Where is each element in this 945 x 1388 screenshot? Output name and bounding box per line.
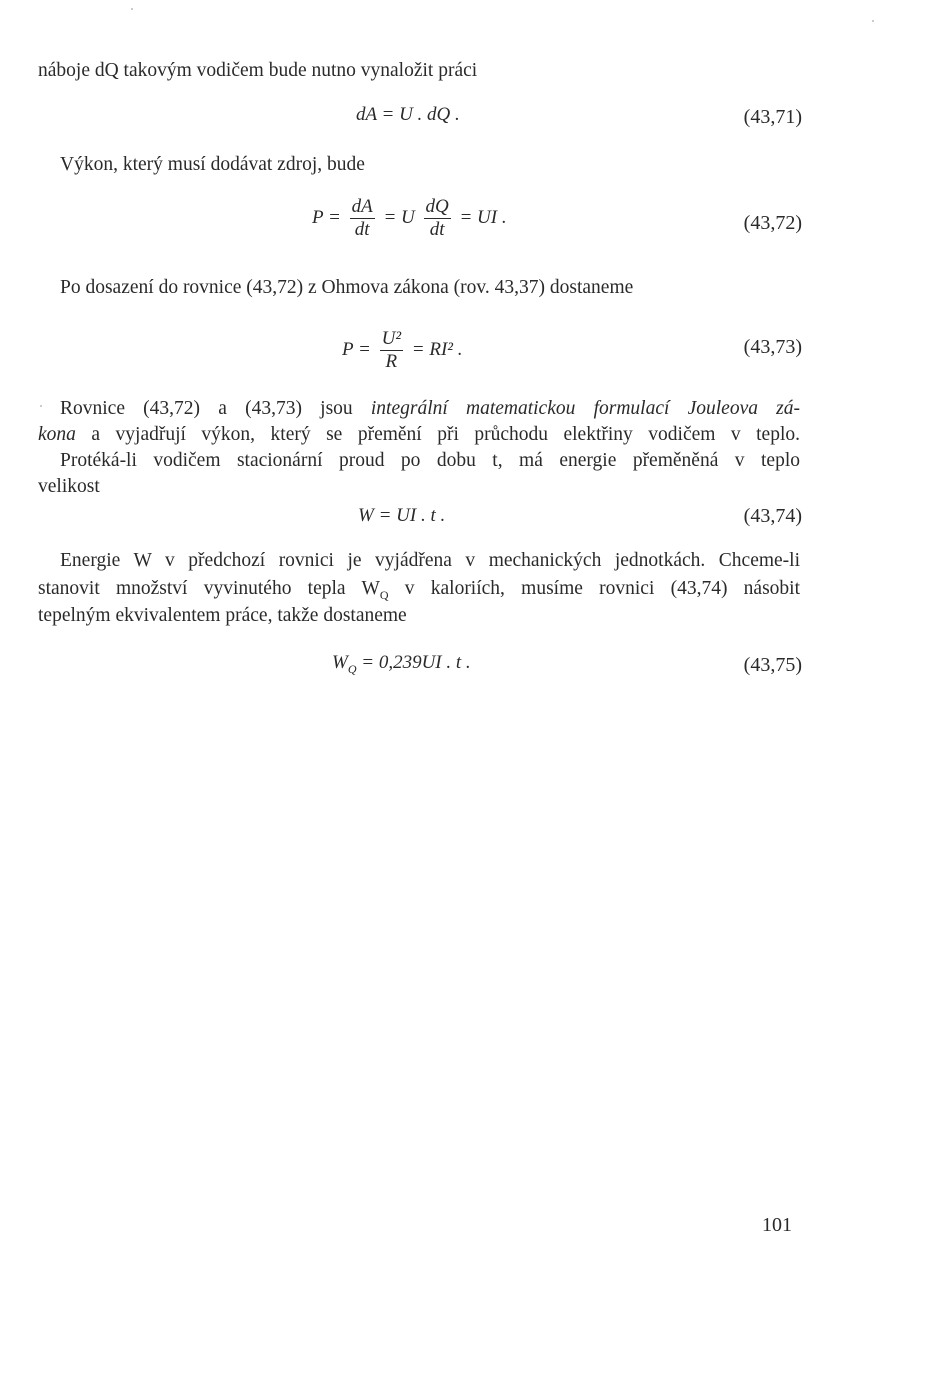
eq73-lhs: P = <box>342 338 371 360</box>
text-line-4 <box>60 396 800 422</box>
eq73-numerator: U² <box>381 328 402 349</box>
text-line-10: tepelným ekvivalentem práce, takže dostaneme <box>38 605 407 626</box>
scan-speck <box>40 405 42 407</box>
eq72-middle: = U <box>383 206 415 228</box>
text-line-9-start: stanovit množství vyvinutého tepla W <box>38 578 380 599</box>
text-line-3: Po dosazení do rovnice (43,72) z Ohmova zákona (rov. 43,37) dostaneme <box>60 277 634 298</box>
text-line-7: velikost <box>38 476 100 497</box>
equation-43-75 <box>332 652 471 677</box>
scan-speck <box>131 8 133 10</box>
equation-43-74: W = UI . t . <box>358 505 446 526</box>
page-number: 101 <box>762 1214 792 1236</box>
eq72-lhs: P = <box>312 206 341 228</box>
eq72-frac1-denominator: dt <box>350 218 375 241</box>
equation-number-43-71: (43,71) <box>743 106 802 128</box>
eq72-rhs: = UI . <box>459 206 507 228</box>
text-line-5 <box>38 422 800 448</box>
text-line-6: Protéká-li vodičem stacionární proud po dobu t, má energie přeměněná v teplo <box>60 450 800 471</box>
eq75-rhs: = 0,239UI . t . <box>356 652 471 673</box>
eq73-denominator: R <box>380 350 403 373</box>
equation-number-43-75: (43,75) <box>743 654 802 676</box>
equation-number-43-74: (43,74) <box>743 505 802 527</box>
equation-43-71: dA = U . dQ . <box>356 104 460 125</box>
text-line-4-start: Rovnice (43,72) a (43,73) jsou <box>60 398 353 419</box>
eq75-lhs: W <box>332 652 348 673</box>
eq72-frac2-numerator: dQ <box>425 196 449 217</box>
scan-speck <box>872 20 874 22</box>
eq75-subscript: Q <box>347 661 357 676</box>
eq72-frac2-denominator: dt <box>424 218 451 241</box>
text-line-9-end: v kaloriích, musíme rovnici (43,74) násobit <box>404 578 801 599</box>
eq72-frac1-numerator: dA <box>351 196 373 217</box>
text-line-2: Výkon, který musí dodávat zdroj, bude <box>60 154 365 175</box>
eq73-fraction <box>380 328 403 373</box>
text-line-8: Energie W v předchozí rovnici je vyjádřena v mechanických jednotkách. Chceme-li <box>60 550 800 571</box>
text-line-9-subscript: Q <box>379 587 389 602</box>
text-line-4-italic: integrální matematickou formulací Jouleova zá- <box>370 398 801 419</box>
equation-43-72 <box>312 196 507 241</box>
equation-number-43-72: (43,72) <box>743 212 802 234</box>
equation-number-43-73: (43,73) <box>743 336 802 358</box>
eq72-fraction-2 <box>424 196 451 241</box>
text-line-1: náboje dQ takovým vodičem bude nutno vynaložit práci <box>38 60 478 81</box>
eq72-fraction-1 <box>350 196 375 241</box>
text-line-5-rest: a vyjadřují výkon, který se přemění při průchodu elektřiny vodičem v teplo. <box>91 424 801 445</box>
eq73-rhs: = RI² . <box>411 338 463 360</box>
text-line-5-italic: kona <box>38 424 76 445</box>
equation-43-73 <box>342 328 462 373</box>
